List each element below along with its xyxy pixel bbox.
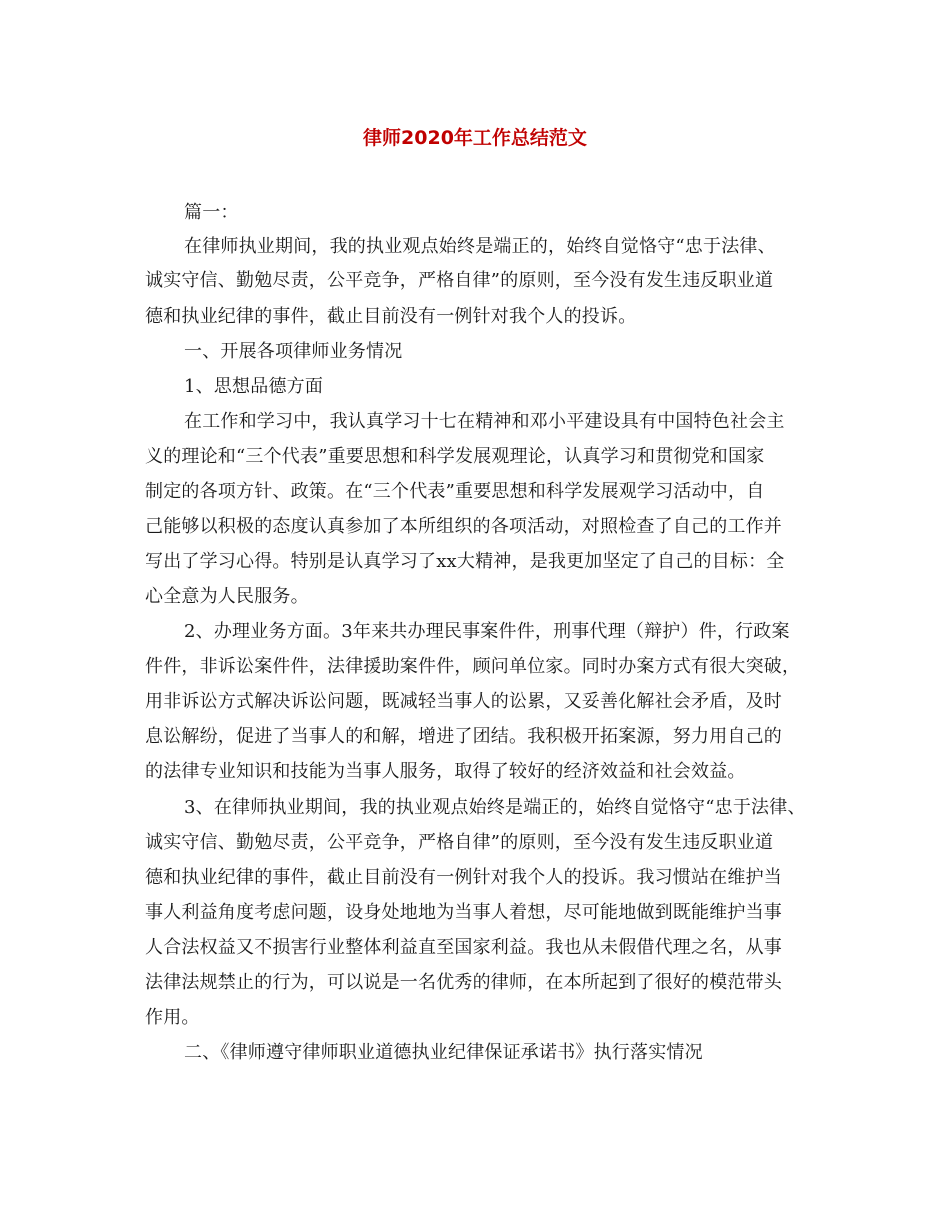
text-line: 作用。 — [145, 1007, 200, 1028]
text-line: 己能够以积极的态度认真参加了本所组织的各项活动，对照检查了自己的工作并 — [145, 516, 782, 537]
text-line: 件件，非诉讼案件件，法律援助案件件，顾问单位家。同时办案方式有很大突破， — [145, 656, 801, 677]
text-line: 3、在律师执业期间，我的执业观点始终是端正的，始终自觉恪守“忠于法律、 — [184, 797, 806, 818]
text-line: 在工作和学习中，我认真学习十七在精神和邓小平建设具有中国特色社会主 — [184, 411, 785, 432]
text-line: 义的理论和“三个代表”重要思想和科学发展观理论，认真学习和贯彻党和国家 — [145, 446, 765, 467]
text-line: 1、思想品德方面 — [184, 376, 324, 397]
text-line: 息讼解纷，促进了当事人的和解，增进了团结。我积极开拓案源，努力用自己的 — [145, 726, 782, 747]
text-line: 的法律专业知识和技能为当事人服务，取得了较好的经济效益和社会效益。 — [145, 761, 746, 782]
text-line: 二、《律师遵守律师职业道德执业纪律保证承诺书》执行落实情况 — [184, 1042, 703, 1063]
text-line: 人合法权益又不损害行业整体利益直至国家利益。我也从未假借代理之名，从事 — [145, 937, 782, 958]
text-line: 德和执业纪律的事件，截止目前没有一例针对我个人的投诉。 — [145, 306, 637, 327]
document-title: 律师2020年工作总结范文 — [363, 127, 587, 149]
text-line: 事人利益角度考虑问题，设身处地地为当事人着想，尽可能地做到既能维护当事 — [145, 902, 782, 923]
text-line: 篇一： — [184, 202, 239, 223]
text-line: 2、办理业务方面。3年来共办理民事案件件，刑事代理（辩护）件，行政案 — [184, 621, 790, 642]
text-line: 用非诉讼方式解决诉讼问题，既减轻当事人的讼累，又妥善化解社会矛盾，及时 — [145, 691, 782, 712]
text-line: 制定的各项方针、政策。在“三个代表”重要思想和科学发展观学习活动中，自 — [145, 481, 765, 502]
text-line: 诚实守信、勤勉尽责，公平竞争，严格自律”的原则，至今没有发生违反职业道 — [145, 832, 774, 853]
text-line: 诚实守信、勤勉尽责，公平竞争，严格自律”的原则，至今没有发生违反职业道 — [145, 270, 774, 291]
text-line: 一、开展各项律师业务情况 — [184, 341, 403, 362]
text-line: 在律师执业期间，我的执业观点始终是端正的，始终自觉恪守“忠于法律、 — [184, 236, 776, 257]
text-line: 法律法规禁止的行为，可以说是一名优秀的律师，在本所起到了很好的模范带头 — [145, 972, 782, 993]
text-line: 德和执业纪律的事件，截止目前没有一例针对我个人的投诉。我习惯站在维护当 — [145, 867, 782, 888]
text-line: 写出了学习心得。特别是认真学习了xx大精神，是我更加坚定了自己的目标：全 — [145, 551, 785, 572]
text-line: 心全意为人民服务。 — [145, 586, 309, 607]
